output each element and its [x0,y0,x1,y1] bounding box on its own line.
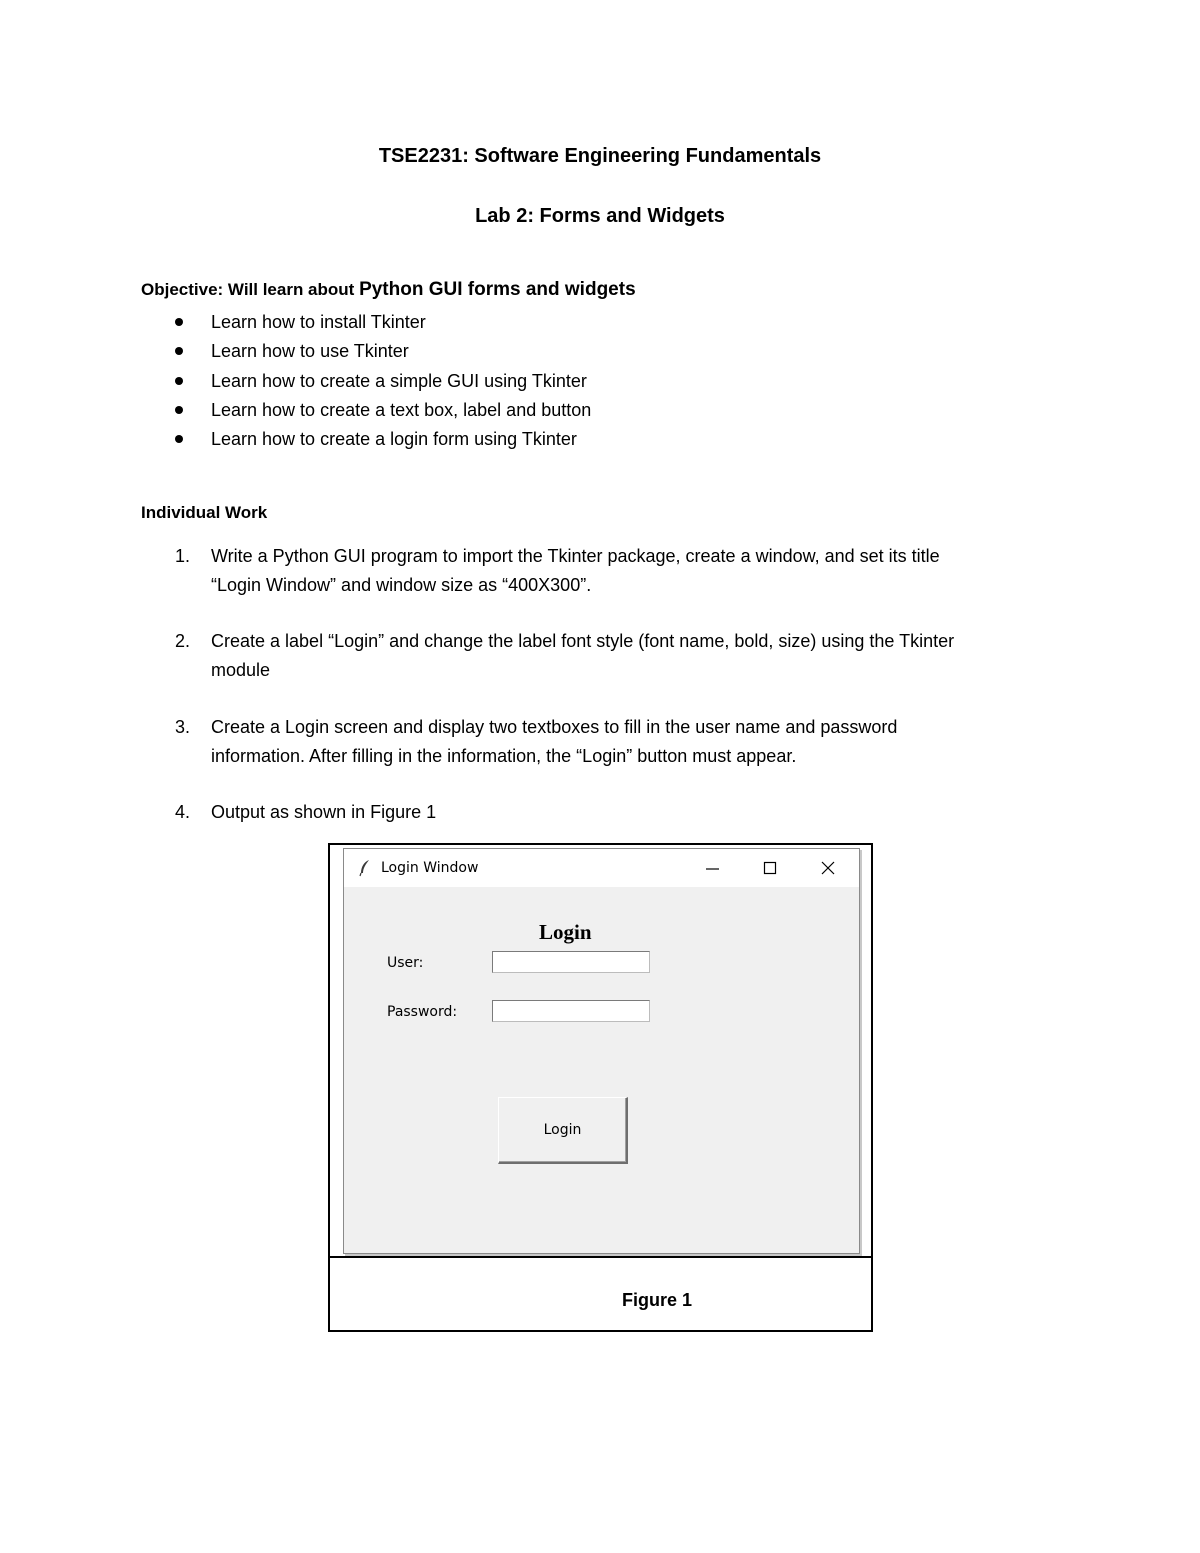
list-item [141,427,591,456]
step-text [211,627,1041,684]
list-item-text: Learn how to create a text box, label and button [211,399,592,420]
document-title: TSE2231: Software Engineering Fundamentals [378,145,822,167]
step-text [211,542,1041,599]
feather-icon [358,859,372,877]
step-number: 3. [175,717,191,737]
login-heading: Login [539,920,592,944]
close-icon [810,855,846,881]
list-item [141,398,591,427]
bullet-icon [175,377,183,385]
step-number: 4. [175,802,191,822]
maximize-button[interactable] [752,855,788,881]
list-item-text: Learn how to use Tkinter [211,341,409,362]
list-item-text: Learn how to create a login form using Tkinter [211,429,577,450]
bullet-icon [175,435,183,443]
user-label: User: [387,955,424,971]
objective-list [141,310,591,456]
password-label: Password: [387,1004,458,1020]
user-field[interactable] [492,951,650,973]
objective-label: Objective: Will learn about [141,280,360,299]
step-line: Write a Python GUI program to import the Tkinter package, create a window, and set its title [211,546,940,566]
step-item [141,627,1041,684]
figure-caption-cell [330,1258,871,1330]
list-item [141,339,591,368]
figure-1 [328,843,873,1332]
minimize-icon [694,855,730,881]
step-line: information. After filling in the information, the “Login” button must appear. [211,745,797,766]
list-item [141,310,591,339]
login-window [343,848,860,1254]
step-number: 2. [175,631,191,651]
bullet-icon [175,318,183,326]
list-item [141,369,591,398]
step-item [141,542,1041,599]
close-button[interactable] [810,855,846,881]
bullet-icon [175,406,183,414]
step-number: 1. [175,546,191,566]
list-item-text: Learn how to install Tkinter [211,312,426,332]
step-line: Output as shown in Figure 1 [211,802,437,822]
objective-topic: Python GUI forms and widgets [359,279,636,300]
login-button[interactable]: Login [498,1097,628,1164]
step-line: Create a Login screen and display two textboxes to fill in the user name and password [211,717,898,737]
maximize-icon [752,855,788,881]
document-subtitle: Lab 2: Forms and Widgets [475,205,725,227]
list-item-text: Learn how to create a simple GUI using Tkinter [211,370,587,391]
section-heading: Individual Work [141,503,268,522]
figure-caption: Figure 1 [622,1290,693,1310]
minimize-button[interactable] [694,855,730,881]
window-titlebar[interactable] [344,849,859,887]
figure-screenshot [330,845,871,1258]
step-text [211,713,1041,770]
window-title: Login Window [381,860,479,876]
step-text [211,798,1041,827]
step-item [141,713,1041,770]
bullet-icon [175,347,183,355]
step-line: module [211,659,271,680]
step-line: Create a label “Login” and change the label font style (font name, bold, size) using the Tkinter [211,631,955,651]
step-item [141,798,1041,827]
password-field[interactable] [492,1000,650,1022]
step-line: “Login Window” and window size as “400X300”. [211,574,592,595]
objective [141,278,636,302]
